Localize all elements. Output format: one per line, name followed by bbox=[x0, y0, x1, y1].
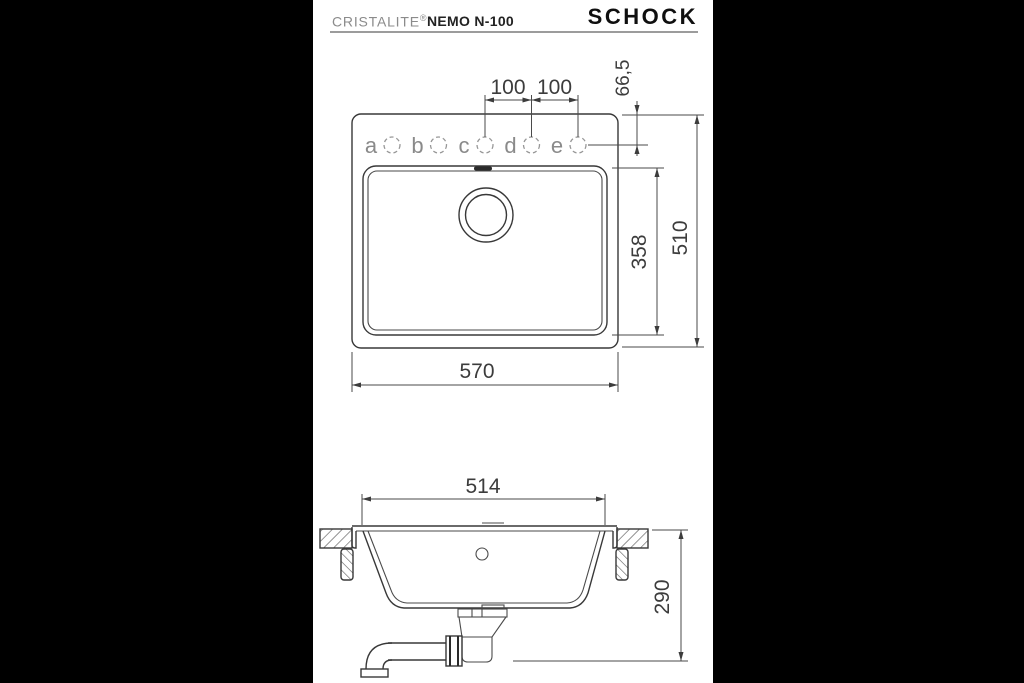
dimension-bowl-width bbox=[362, 475, 605, 525]
countertop-left bbox=[320, 529, 352, 548]
bowl-outline-outer bbox=[363, 166, 607, 335]
tap-hole-label-a: a bbox=[364, 133, 378, 158]
tap-hole-b bbox=[431, 137, 447, 153]
drain-circle-outer bbox=[459, 188, 513, 242]
sink-outline-top-view bbox=[352, 114, 618, 348]
drain-trap-assembly bbox=[361, 605, 507, 677]
mounting-clamp-right bbox=[616, 549, 628, 580]
pipe-elbow bbox=[366, 643, 392, 669]
dim-290: 290 bbox=[651, 579, 674, 615]
dimension-hole-spacing bbox=[485, 76, 578, 137]
dimension-overall-width bbox=[352, 352, 618, 392]
dimension-overall-depth bbox=[622, 115, 704, 347]
overflow-hole bbox=[476, 548, 488, 560]
dim-510: 510 bbox=[669, 220, 692, 256]
schock-logo: SCHOCK bbox=[587, 4, 698, 29]
tap-hole-label-e: e bbox=[550, 133, 564, 158]
coupling-nut bbox=[446, 636, 462, 666]
dim-100-left: 100 bbox=[490, 76, 526, 99]
countertop-right bbox=[617, 529, 648, 548]
brand-text: CRISTALITE bbox=[332, 13, 420, 30]
sink-section-profile bbox=[352, 523, 617, 608]
tap-hole-d bbox=[524, 137, 540, 153]
tap-hole-e bbox=[570, 137, 586, 153]
dim-358: 358 bbox=[628, 234, 651, 270]
tap-hole-label-d: d bbox=[504, 133, 517, 158]
pipe-outlet bbox=[361, 669, 388, 677]
section-view bbox=[320, 475, 688, 677]
technical-drawing bbox=[313, 0, 713, 683]
drain-pipe bbox=[388, 643, 446, 660]
registered-mark: ® bbox=[419, 13, 428, 23]
drain-circle-inner bbox=[466, 195, 507, 236]
spec-sheet bbox=[313, 0, 713, 683]
tap-hole-label-b: b bbox=[411, 133, 424, 158]
top-view bbox=[352, 60, 704, 392]
dim-570: 570 bbox=[459, 360, 495, 383]
mounting-clamp-left bbox=[341, 549, 353, 580]
tap-hole-c bbox=[477, 137, 493, 153]
tap-hole-a bbox=[384, 137, 400, 153]
dim-514: 514 bbox=[465, 475, 501, 498]
dim-66-5: 66,5 bbox=[613, 59, 634, 97]
dimension-bowl-depth bbox=[612, 168, 664, 335]
trap-cup bbox=[462, 637, 492, 662]
dim-100-right: 100 bbox=[536, 76, 573, 99]
tap-holes bbox=[365, 133, 586, 158]
model-label: NEMO N-100 bbox=[427, 13, 515, 29]
tap-hole-label-c: c bbox=[458, 133, 470, 158]
dimension-install-height bbox=[651, 530, 688, 661]
